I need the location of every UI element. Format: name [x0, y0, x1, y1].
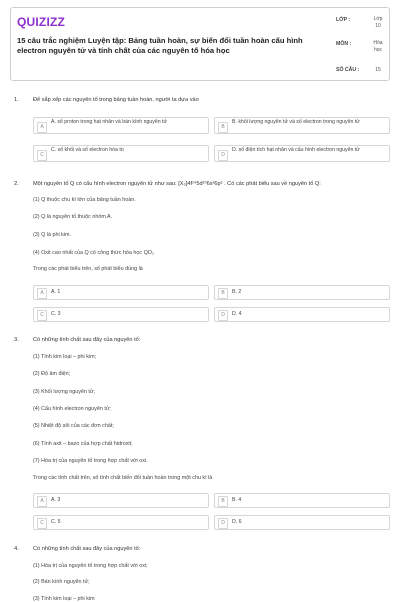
- option-c[interactable]: [33, 515, 209, 530]
- question-number: 3.: [14, 337, 19, 343]
- count-label: SỐ CÂU :: [336, 67, 360, 73]
- subject-value-line-1: Hóa: [373, 40, 383, 46]
- grade-value-line-1: Lớp: [373, 16, 383, 22]
- statement: (3) Khối lượng nguyên tử;: [33, 389, 95, 395]
- option-letter: C: [37, 518, 47, 529]
- subject-label: MÔN :: [336, 41, 352, 47]
- grade-label: LỚP :: [336, 17, 351, 23]
- option-text: B. 4: [232, 497, 242, 503]
- grade-value: [369, 16, 387, 30]
- statement: (2) Bán kính nguyên tử;: [33, 579, 90, 585]
- option-letter: B: [218, 122, 228, 133]
- option-b[interactable]: [214, 117, 390, 134]
- question-text: Để sắp xếp các nguyên tố trong bảng tuần hoàn, người ta dựa vào: [33, 97, 199, 103]
- statement: Trong các tính chất trên, số tính chất biến đổi tuần hoàn trong một chu kì là: [33, 475, 213, 481]
- statement: (5) Nhiệt độ sôi của các đơn chất;: [33, 423, 114, 429]
- option-text: C. 5: [51, 519, 61, 525]
- question-text: Có những tính chất sau đây của nguyên tố:: [33, 546, 141, 552]
- subject-value-line-2: học: [373, 47, 383, 53]
- statement: (4) Oxit cao nhất của Q có công thức hóa học QO₂: [33, 250, 155, 256]
- option-a[interactable]: [33, 493, 209, 508]
- statement: (6) Tính axit – bazo của hợp chất hidroxit;: [33, 441, 133, 447]
- option-c[interactable]: [33, 145, 209, 162]
- option-letter: B: [218, 288, 228, 299]
- statement: (1) Q thuộc chu kì lớn của bảng tuần hoàn.: [33, 197, 136, 203]
- statement: (3) Q là phi kim.: [33, 232, 72, 238]
- option-text: B. 2: [232, 289, 242, 295]
- option-d[interactable]: [214, 145, 390, 162]
- statement: (1) Hóa trị của nguyên tố trong hợp chất với oxi;: [33, 563, 148, 569]
- statement: (2) Q là nguyên tố thuộc nhóm A.: [33, 214, 113, 220]
- option-b[interactable]: [214, 285, 390, 300]
- worksheet-header: [10, 7, 390, 81]
- option-text: A. 3: [51, 497, 61, 503]
- statement: (2) Độ âm điện;: [33, 371, 71, 377]
- statement: (7) Hóa trị của nguyên tố trong hợp chất với oxi.: [33, 458, 148, 464]
- question-number: 4.: [14, 546, 19, 552]
- option-letter: A: [37, 122, 47, 133]
- grade-value-line-2: 10: [375, 23, 381, 29]
- worksheet-title: 15 câu trắc nghiệm Luyện tập: Bảng tuần hoàn, sự biến đổi tuần hoàn cấu hình electron nguyên tử và tính chất của các nguyên tố hóa học: [17, 36, 303, 55]
- option-letter: D: [218, 310, 228, 321]
- option-text: D. 4: [232, 311, 242, 317]
- question-number: 1.: [14, 97, 19, 103]
- option-b[interactable]: [214, 493, 390, 508]
- question-text: Có những tính chất sau đây của nguyên tố:: [33, 337, 141, 343]
- option-c[interactable]: [33, 307, 209, 322]
- option-letter: A: [37, 496, 47, 507]
- option-text: D. 6: [232, 519, 242, 525]
- option-text: C. số khối và số electron hóa trị: [51, 147, 124, 153]
- option-a[interactable]: [33, 285, 209, 300]
- option-letter: B: [218, 496, 228, 507]
- option-d[interactable]: [214, 307, 390, 322]
- statement: (1) Tính kim loại – phi kim;: [33, 354, 97, 360]
- count-value: 15: [375, 67, 381, 73]
- quizizz-logo: QUIZIZZ: [17, 15, 66, 29]
- option-letter: D: [218, 150, 228, 161]
- statement: (4) Cấu hình electron nguyên tử;: [33, 406, 111, 412]
- option-text: A. số proton trong hạt nhân và bán kính nguyên tử: [51, 119, 167, 125]
- subject-value: [369, 40, 387, 54]
- statement: (3) Tính kim loại – phi kim: [33, 596, 95, 602]
- question-text: Một nguyên tố Q có cấu hình electron nguyên tử như sau: [X₀]4f¹⁴5d¹⁰6s²6p² . Có các phát biểu sau về nguyên tố Q:: [33, 181, 321, 187]
- option-text: C. 3: [51, 311, 61, 317]
- question-number: 2.: [14, 181, 19, 187]
- option-letter: C: [37, 150, 47, 161]
- option-a[interactable]: [33, 117, 209, 134]
- statement: Trong các phát biểu trên, số phát biểu đúng là: [33, 266, 143, 272]
- option-text: A. 1: [51, 289, 61, 295]
- option-letter: D: [218, 518, 228, 529]
- option-letter: C: [37, 310, 47, 321]
- option-letter: A: [37, 288, 47, 299]
- option-text: D. số điện tích hạt nhân và cấu hình electron nguyên tử: [232, 147, 360, 153]
- option-d[interactable]: [214, 515, 390, 530]
- option-text: B. khối lượng nguyên tử và số electron trong nguyên tử: [232, 119, 360, 125]
